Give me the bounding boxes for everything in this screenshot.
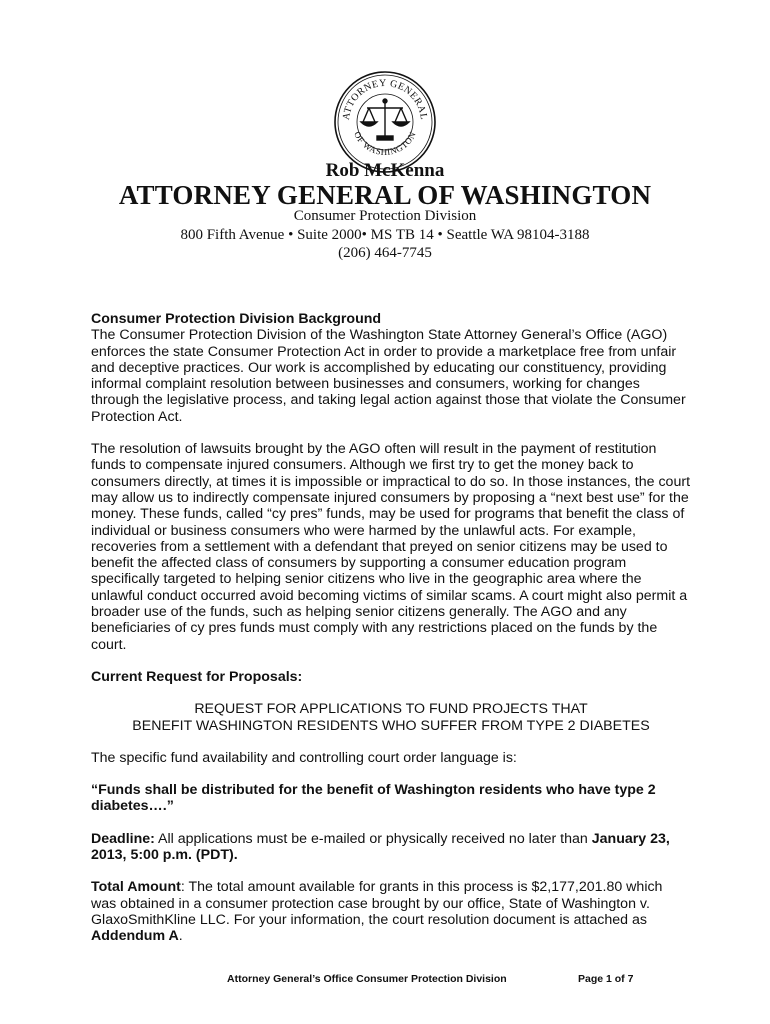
division-name: Consumer Protection Division [293, 208, 477, 224]
total-amount-label: Total Amount [91, 879, 181, 896]
office-title: ATTORNEY GENERAL OF WASHINGTON [118, 180, 652, 210]
rfp-heading: Current Request for Proposals: [91, 668, 303, 685]
page-number: Page 1 of 7 [578, 973, 634, 985]
deadline-date: January 23, 2013, 5:00 p.m. (PDT). [91, 830, 670, 864]
total-amount-end: . [178, 928, 183, 945]
rfp-title [91, 701, 691, 734]
svg-text:ATTORNEY GENERAL: ATTORNEY GENERAL [340, 77, 430, 121]
footer-office: Attorney General’s Office Consumer Protection Division [227, 973, 507, 985]
deadline-paragraph [91, 831, 691, 864]
attorney-name: Rob McKenna [325, 160, 445, 181]
background-paragraph-1: The Consumer Protection Division of the Washington State Attorney General’s Office (AGO) enforces the state Consumer Protection Act in order to provide a marketplace free from unfair and deceptive practices. Our work is accomplished by educating our constituency, providing informal complaint resolution between businesses and consumers, working for changes through the legislative process, and taking legal action against those that violate the Consumer Protection Act. [91, 327, 686, 425]
office-phone: (206) 464-7745 [338, 245, 432, 261]
attorney-general-seal [333, 70, 437, 174]
svg-text:OF WASHINGTON: OF WASHINGTON [352, 129, 418, 158]
rfp-title-line-2: BENEFIT WASHINGTON RESIDENTS WHO SUFFER FROM TYPE 2 DIABETES [132, 717, 650, 734]
document-body [91, 311, 691, 961]
addendum-reference: Addendum A [91, 928, 179, 945]
background-heading: Consumer Protection Division Background [91, 311, 382, 327]
background-section [91, 311, 691, 425]
total-amount-text: : The total amount available for grants in this process is $2,177,201.80 which was obtained in a consumer protection case brought by our office, State of Washington v. GlaxoSmithKline LLC. For your information, the court resolution document is attached as [91, 879, 663, 928]
office-address: 800 Fifth Avenue • Suite 2000• MS TB 14 • Seattle WA 98104-3188 [180, 227, 590, 243]
background-paragraph-2: The resolution of lawsuits brought by the AGO often will result in the payment of restitution funds to compensate injured consumers. Although we first try to get the money back to consumers directly, at times it is impossible or impractical to do so. In those instances, the court may allow us to indirectly compensate injured consumers by proposing a “next best use” for the money. These funds, called “cy pres” funds, may be used for programs that benefit the class of individual or business consumers who were harmed by the unlawful acts. For example, recoveries from a settlement with a defendant that preyed on senior citizens may be used to benefit the affected class of consumers by supporting a consumer education program specifically targeted to helping senior citizens who live in the geographic area where the unlawful conduct occurred avoid becoming victims of similar scams. A court might also permit a broader use of the funds, such as helping senior citizens generally. The AGO and any beneficiaries of cy pres funds must comply with any restrictions placed on the funds by the court. [91, 441, 691, 653]
scales-of-justice-icon [361, 99, 409, 140]
deadline-text: All applications must be e-mailed or physically received no later than [154, 830, 592, 847]
deadline-label: Deadline: [91, 830, 155, 847]
fund-availability-text: The specific fund availability and controlling court order language is: [91, 749, 517, 766]
total-amount-paragraph [91, 879, 691, 944]
court-order-quote: “Funds shall be distributed for the benefit of Washington residents who have type 2 diabetes….” [91, 782, 656, 815]
rfp-title-line-1: REQUEST FOR APPLICATIONS TO FUND PROJECTS THAT [194, 701, 588, 718]
